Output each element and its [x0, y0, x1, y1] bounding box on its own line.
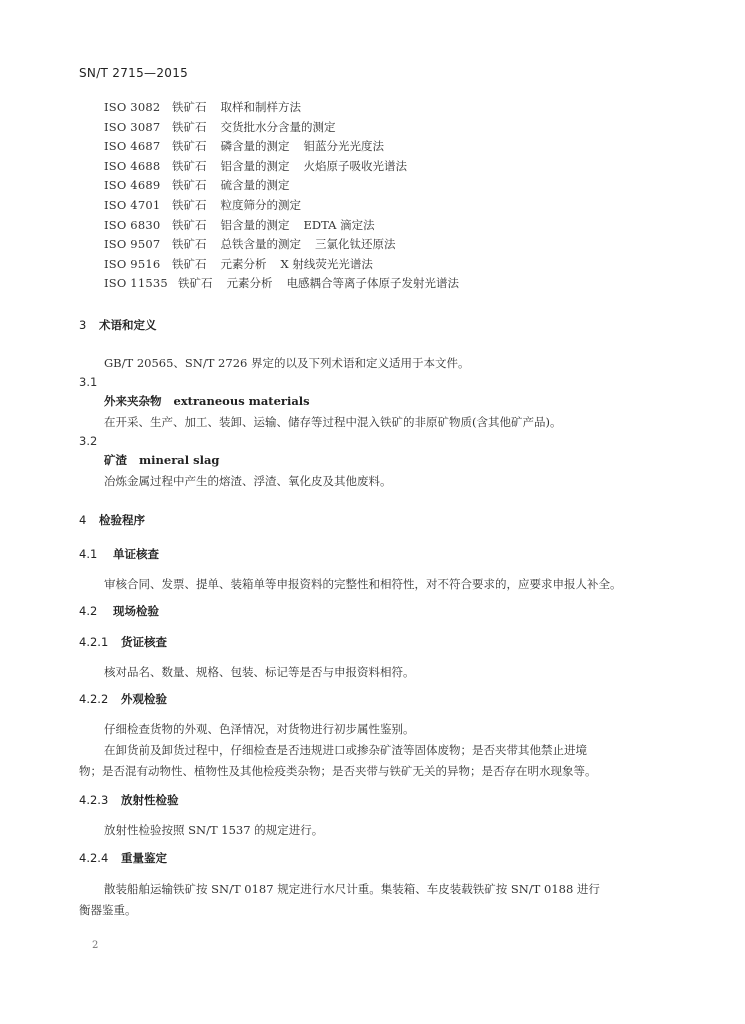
section-4-2-2-text-2: 在卸货前及卸货过程中，仔细检查是否违规进口或掺杂矿渣等固体废物；是否夹带其他禁止进境	[104, 743, 587, 757]
reference-item: ISO 6830 铁矿石 铝含量的测定 EDTA 滴定法	[104, 217, 375, 232]
reference-item: ISO 4689 铁矿石 硫含量的测定	[104, 178, 290, 193]
reference-item: ISO 11535 铁矿石 元素分析 电感耦合等离子体原子发射光谱法	[104, 276, 459, 291]
section-4-2-2-text-2-cont: 物；是否混有动物性、植物性及其他检疫类杂物；是否夹带与铁矿无关的异物；是否存在明水现象等。	[79, 764, 597, 778]
section-4-2-heading: 4.2 现场检验	[79, 604, 159, 618]
term-title: 矿渣 mineral slag	[104, 453, 220, 467]
section-4-1-heading: 4.1 单证核查	[79, 547, 159, 561]
section-3-heading: 3 术语和定义	[79, 318, 157, 332]
reference-item: ISO 4701 铁矿石 粒度筛分的测定	[104, 197, 301, 212]
section-4-2-2-text-1: 仔细检查货物的外观、色泽情况，对货物进行初步属性鉴别。	[104, 722, 415, 736]
reference-item: ISO 9516 铁矿石 元素分析 X 射线荧光光谱法	[104, 256, 373, 271]
page-number: 2	[92, 940, 99, 951]
section-4-2-4-text-cont: 衡器鉴重。	[79, 903, 137, 917]
reference-item: ISO 4687 铁矿石 磷含量的测定 钼蓝分光光度法	[104, 139, 384, 154]
term-definition: 在开采、生产、加工、装卸、运输、储存等过程中混入铁矿的非原矿物质(含其他矿产品)。	[104, 415, 562, 429]
normative-references-list	[104, 98, 473, 294]
section-4-2-3-text: 放射性检验按照 SN/T 1537 的规定进行。	[104, 823, 324, 837]
section-4-1-text: 审核合同、发票、提单、装箱单等申报资料的完整性和相符性，对不符合要求的，应要求申报人补全。	[104, 577, 622, 591]
section-4-2-4-text: 散装船舶运输铁矿按 SN/T 0187 规定进行水尺计重。集装箱、车皮装载铁矿按 SN/T 0188 进行	[104, 882, 600, 896]
section-4-2-1-text: 核对品名、数量、规格、包装、标记等是否与申报资料相符。	[104, 665, 415, 679]
section-3-intro: GB/T 20565、SN/T 2726 界定的以及下列术语和定义适用于本文件。	[104, 356, 470, 370]
term-title: 外来夹杂物 extraneous materials	[104, 394, 310, 408]
term-definition: 冶炼金属过程中产生的熔渣、浮渣、氧化皮及其他废料。	[104, 474, 392, 488]
reference-item: ISO 3082 铁矿石 取样和制样方法	[104, 100, 301, 114]
reference-item: ISO 9507 铁矿石 总铁含量的测定 三氯化钛还原法	[104, 237, 396, 252]
section-4-2-1-heading: 4.2.1 货证核查	[79, 635, 167, 649]
term-number: 3.1	[79, 375, 98, 389]
standard-number-header: SN/T 2715—2015	[79, 66, 189, 80]
section-4-2-3-heading: 4.2.3 放射性检验	[79, 793, 179, 807]
reference-item: ISO 4688 铁矿石 铝含量的测定 火焰原子吸收光谱法	[104, 158, 407, 173]
reference-item: ISO 3087 铁矿石 交货批水分含量的测定	[104, 119, 336, 134]
section-4-heading: 4 检验程序	[79, 513, 145, 527]
section-4-2-2-heading: 4.2.2 外观检验	[79, 692, 167, 706]
section-4-2-4-heading: 4.2.4 重量鉴定	[79, 851, 167, 865]
term-number: 3.2	[79, 434, 98, 448]
